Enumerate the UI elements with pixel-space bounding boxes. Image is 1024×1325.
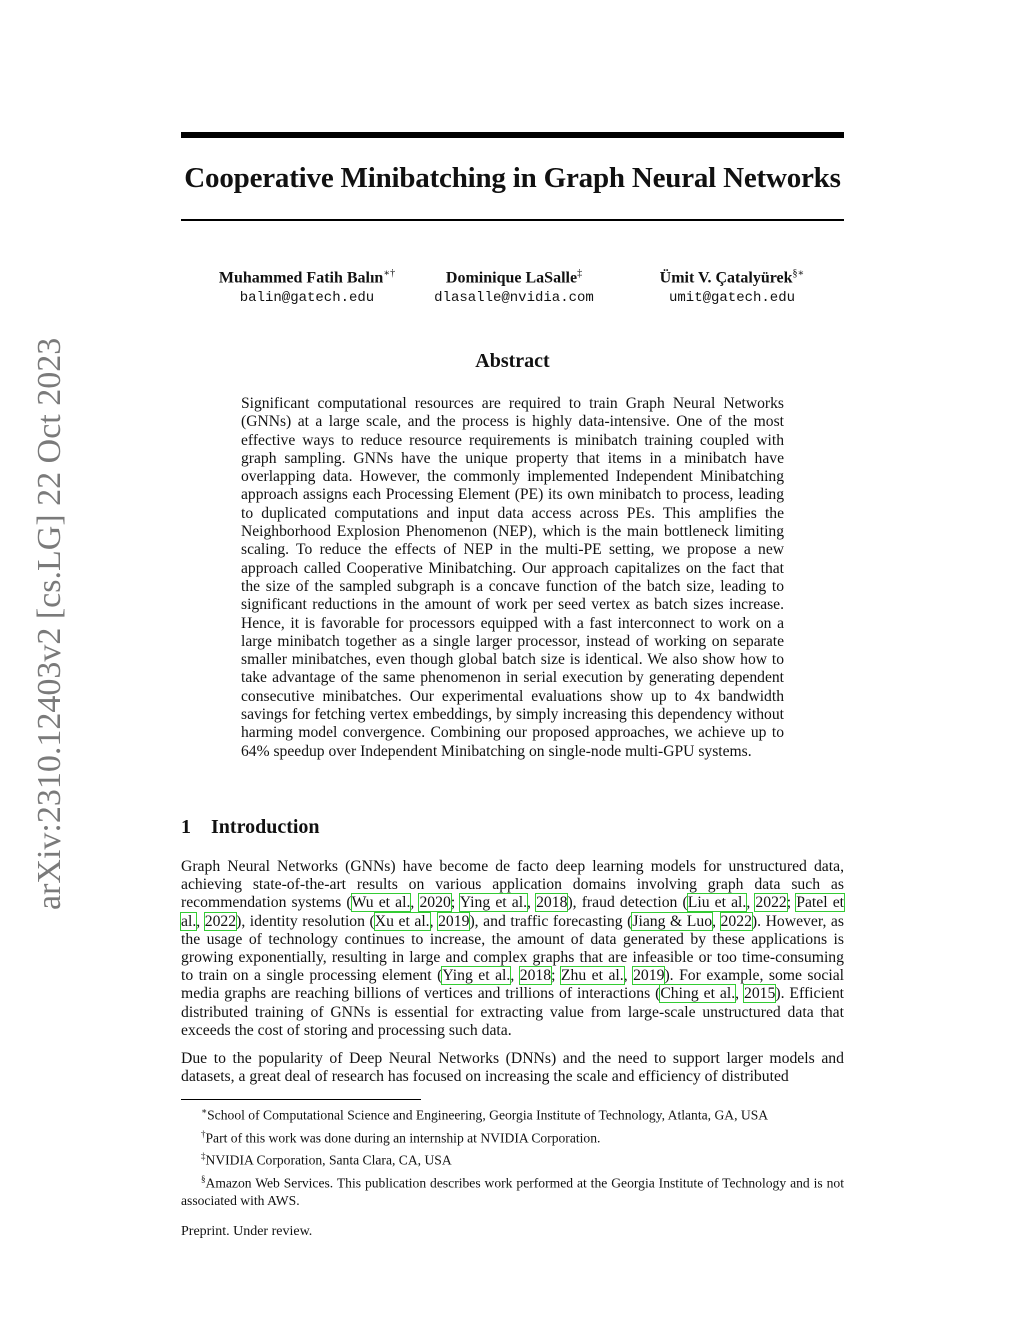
author-block [181,264,844,308]
citation-link[interactable]: 2020 [419,894,451,912]
citation-link[interactable]: 2022 [755,894,787,912]
intro-paragraph-1: Graph Neural Networks (GNNs) have become de facto deep learning models for unstructured data, achieving state-of-the-art results on various application domains involving graph data such as recommendation systems (Wu et al., 2020; Ying et al., 2018), fraud detection (Liu et al., 2022; Patel et al., 2022), identity resolution (Xu et al., 2019), and traffic forecasting (Jiang & Luo, 2022). However, as the usage of technology continues to increase, the amount of data generated by these applications is growing exponentially, resulting in large and complex graphs that are infeasible or too time-consuming to train on a single processing element (Ying et al., 2018; Zhu et al., 2019). For example, some social media graphs are reaching billions of vertices and trillions of interactions (Ching et al., 2015). Efficient distributed training of GNNs is essential for extracting value from large-scale unstructured data that exceeds the cost of storing and processing such data. [181,858,845,1039]
citation-link[interactable]: 2022 [204,912,237,930]
citation-link[interactable]: Zhu et al. [560,967,624,985]
citation-link[interactable]: Ying et al. [459,894,528,912]
citation-link[interactable]: 2015 [743,985,776,1003]
author-card [404,264,624,308]
footnotes [181,1102,844,1210]
footnote: †Part of this work was done during an internship at NVIDIA Corporation. [201,1128,601,1146]
citation-link[interactable]: 2018 [536,894,568,912]
author-name: Muhammed Fatih Balın∗† [218,268,396,287]
citation-link[interactable]: 2019 [438,912,470,930]
citation-link[interactable]: 2022 [720,912,752,930]
citation-link[interactable]: Wu et al. [351,894,411,912]
author-name: Dominique LaSalle‡ [445,268,583,287]
footnote-rule [181,1099,421,1100]
citation-link[interactable]: 2018 [519,967,552,985]
author-marks: ‡ [577,268,583,279]
author-marks: §∗ [792,268,805,279]
paper-title: Cooperative Minibatching in Graph Neural Networks [184,162,841,194]
citation-link[interactable]: Liu et al. [687,894,747,912]
author-email[interactable]: dlasalle@nvidia.com [434,290,594,307]
author-email[interactable]: umit@gatech.edu [668,290,796,307]
abstract-text: Significant computational resources are required to train Graph Neural Networks (GNNs) at a large scale, and the process is highly data-intensive. One of the most effective ways to reduce resource requirements is minibatch training coupled with graph sampling. GNNs have the unique property that items in a minibatch have overlapping data. However, the commonly implemented Independent Minibatching approach assigns each Processing Element (PE) its own minibatch to process, leading to duplicated computations and input data access across PEs. This amplifies the Neighborhood Explosion Phenomenon (NEP), which is the main bottleneck limiting scaling. To reduce the effects of NEP in the multi-PE setting, we propose a new approach called Cooperative Minibatching. Our approach capitalizes on the fact that the size of the sampled subgraph is a concave function of the batch size, leading to significant reductions in the amount of work per seed vertex as batch sizes increase. Hence, it is favorable for processors equipped with a fast interconnect to work on a large minibatch together as a single larger processor, instead of working on separate smaller minibatches, even though global batch size is identical. We also show how to take advantage of the same phenomenon in serial execution by generating dependent consecutive minibatches. Our experimental evaluations show up to 4x bandwidth savings for fetching vertex embeddings, by simply increasing this dependency without harming model convergence. Combining our proposed approaches, we achieve up to 64% speedup over Independent Minibatching on single-node multi-GPU systems. [241,395,784,760]
arxiv-stamp: arXiv:2310.12403v2 [cs.LG] 22 Oct 2023 [31,337,68,910]
citation-link[interactable]: Jiang & Luo [632,912,713,930]
citation-link[interactable]: 2019 [633,967,665,985]
abstract-heading: Abstract [475,350,550,372]
title-rule-top [181,132,844,138]
section-number: 1 [181,816,191,838]
citation-link[interactable]: Ching et al. [660,985,736,1003]
author-email[interactable]: balin@gatech.edu [239,290,375,307]
footnote: ‡NVIDIA Corporation, Santa Clara, CA, USA [201,1151,452,1168]
footnote: §Amazon Web Services. This publication describes work performed at the Georgia Institute of Technology and is not associated with AWS. [181,1173,844,1209]
preprint-note: Preprint. Under review. [181,1224,313,1239]
author-name: Ümit V. Çatalyürek§∗ [659,268,805,287]
author-marks: ∗† [383,268,396,279]
author-card [622,264,842,308]
author-card [197,264,417,308]
section-heading-introduction [181,816,320,839]
section-title: Introduction [211,816,320,838]
citation-link[interactable]: Ying et al. [442,967,511,985]
title-rule-bottom [181,219,844,221]
intro-paragraph-2: Due to the popularity of Deep Neural Networks (DNNs) and the need to support larger models and datasets, a great deal of research has focused on increasing the scale and efficiency of distributed [181,1050,844,1086]
citation-link[interactable]: Xu et al. [374,912,430,930]
footnote: ∗School of Computational Science and Engineering, Georgia Institute of Technology, Atlanta, GA, USA [201,1106,769,1123]
citation-link[interactable]: Patel et al. [181,894,845,930]
